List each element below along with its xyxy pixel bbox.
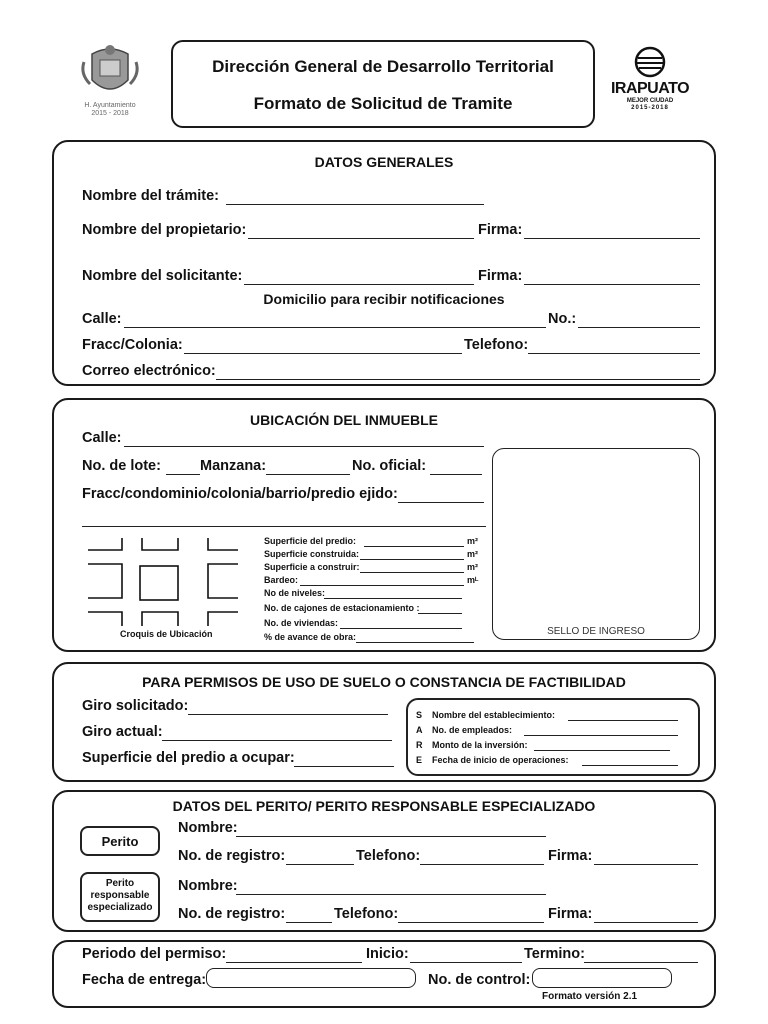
version-label: Formato versión 2.1	[542, 991, 638, 1002]
perito-telefono-field[interactable]	[420, 864, 544, 865]
especializado-firma-label: Firma:	[548, 906, 593, 922]
page-title: Dirección General de Desarrollo Territorial	[212, 57, 554, 76]
detail-bardeo-field[interactable]	[300, 585, 464, 586]
firma-propietario-field[interactable]	[524, 238, 700, 239]
ubicacion-heading: UBICACIÓN DEL INMUEBLE	[250, 412, 438, 428]
sase-letter-r: R	[416, 740, 423, 750]
perito-nombre-label: Nombre:	[178, 820, 238, 836]
especializado-telefono-label: Telefono:	[334, 906, 399, 922]
croquis-sketch	[84, 536, 244, 636]
manzana-field[interactable]	[266, 474, 350, 475]
sello-ingreso-label: SELLO DE INGRESO	[547, 626, 645, 637]
irapuato-logo	[604, 46, 696, 118]
control-label: No. de control:	[428, 972, 531, 988]
detail-viviendas-field[interactable]	[340, 628, 462, 629]
fecha-entrega-field[interactable]	[206, 968, 416, 988]
detail-superficie-construir-field[interactable]	[360, 572, 464, 573]
fracc-predio-field-continued[interactable]	[82, 526, 486, 527]
detail-niveles: No de niveles:	[264, 588, 326, 598]
seal-caption-2: 2015 - 2018	[91, 110, 129, 117]
especializado-nombre-field[interactable]	[236, 894, 546, 895]
inicio-label: Inicio:	[366, 946, 409, 962]
detail-avance: % de avance de obra:	[264, 632, 357, 642]
giro-solicitado-field[interactable]	[188, 714, 388, 715]
especializado-registro-field[interactable]	[286, 922, 332, 923]
firma-solicitante-field[interactable]	[524, 284, 700, 285]
tramite-label: Nombre del trámite:	[82, 188, 219, 204]
coat-of-arms-icon	[76, 40, 144, 100]
calle-label: Calle:	[82, 311, 122, 327]
sase-letter-e: E	[416, 755, 423, 765]
uso-suelo-heading: PARA PERMISOS DE USO DE SUELO O CONSTANCIA DE FACTIBILIDAD	[142, 674, 626, 690]
detail-superficie-predio-field[interactable]	[364, 546, 464, 547]
unit-ml: mᴸ	[467, 575, 479, 585]
fecha-entrega-label: Fecha de entrega:	[82, 972, 207, 988]
oficial-field[interactable]	[430, 474, 482, 475]
numero-label: No.:	[548, 311, 577, 327]
termino-label: Termino:	[524, 946, 585, 962]
domicilio-heading: Domicilio para recibir notificaciones	[263, 291, 505, 307]
perito-registro-label: No. de registro:	[178, 848, 286, 864]
especializado-nombre-label: Nombre:	[178, 878, 238, 894]
firma-solicitante-label: Firma:	[478, 268, 523, 284]
manzana-label: Manzana:	[200, 458, 267, 474]
perito-firma-field[interactable]	[594, 864, 698, 865]
numero-field[interactable]	[578, 327, 700, 328]
sase-fecha-inicio: Fecha de inicio de operaciones:	[432, 755, 569, 765]
lote-label: No. de lote:	[82, 458, 161, 474]
detail-viviendas: No. de viviendas:	[264, 618, 339, 628]
perito-heading: DATOS DEL PERITO/ PERITO RESPONSABLE ESPECIALIZADO	[172, 798, 596, 814]
inicio-field[interactable]	[410, 962, 522, 963]
sase-nombre-field[interactable]	[568, 720, 678, 721]
propietario-field[interactable]	[248, 238, 474, 239]
oficial-label: No. oficial:	[352, 458, 427, 474]
detail-bardeo: Bardeo:	[264, 575, 299, 585]
control-field[interactable]	[532, 968, 672, 988]
unit-m2-1: m²	[467, 536, 478, 546]
detail-superficie-construida: Superficie construida:	[264, 549, 360, 559]
perito-section	[52, 790, 716, 932]
giro-actual-label: Giro actual:	[82, 724, 163, 740]
detail-avance-field[interactable]	[356, 642, 474, 643]
sase-inversion-field[interactable]	[534, 750, 670, 751]
perito-especializado-tag	[80, 872, 160, 922]
calle-field[interactable]	[124, 327, 546, 328]
detail-cajones: No. de cajones de estacionamiento :	[264, 603, 420, 613]
detail-cajones-field[interactable]	[418, 613, 462, 614]
ubicacion-calle-field[interactable]	[124, 446, 484, 447]
propietario-label: Nombre del propietario:	[82, 222, 247, 238]
perito-tag-label: Perito	[101, 834, 139, 849]
periodo-label: Periodo del permiso:	[82, 946, 227, 962]
correo-field[interactable]	[216, 379, 700, 380]
sase-letter-s: S	[416, 710, 423, 720]
telefono-label: Telefono:	[464, 337, 529, 353]
irapuato-emblem-icon	[604, 46, 696, 80]
irapuato-tagline: MEJOR CIUDAD	[626, 98, 674, 104]
detail-superficie-construida-field[interactable]	[360, 559, 464, 560]
uso-suelo-section	[52, 662, 716, 782]
sase-empleados-field[interactable]	[524, 735, 678, 736]
ubicacion-section	[52, 398, 716, 652]
detail-superficie-predio: Superficie del predio:	[264, 536, 357, 546]
sase-letter-a: A	[416, 725, 423, 735]
fracc-predio-field[interactable]	[398, 502, 484, 503]
telefono-field[interactable]	[528, 353, 700, 354]
sase-nombre-establecimiento: Nombre del establecimiento:	[432, 710, 556, 720]
especializado-tag-line2: responsable	[90, 890, 150, 901]
unit-m2-3: m²	[467, 562, 478, 572]
perito-telefono-label: Telefono:	[356, 848, 421, 864]
perito-nombre-field[interactable]	[236, 836, 546, 837]
superficie-ocupar-label: Superficie del predio a ocupar:	[82, 750, 295, 766]
sase-empleados: No. de empleados:	[432, 725, 513, 735]
fracc-colonia-label: Fracc/Colonia:	[82, 337, 183, 353]
tramite-field[interactable]	[226, 204, 484, 205]
especializado-telefono-field[interactable]	[398, 922, 544, 923]
detail-niveles-field[interactable]	[324, 598, 462, 599]
perito-tag	[80, 826, 160, 856]
periodo-field[interactable]	[226, 962, 362, 963]
detail-superficie-construir: Superficie a construir:	[264, 562, 360, 572]
ubicacion-calle-label: Calle:	[82, 430, 122, 446]
perito-firma-label: Firma:	[548, 848, 593, 864]
irapuato-name: IRAPUATO	[610, 80, 690, 97]
general-heading: DATOS GENERALES	[314, 154, 454, 170]
solicitante-label: Nombre del solicitante:	[82, 268, 243, 284]
croquis-caption: Croquis de Ubicación	[120, 629, 213, 639]
municipal-seal-logo	[76, 40, 144, 120]
unit-m2-2: m²	[467, 549, 478, 559]
especializado-tag-line3: especializado	[87, 902, 153, 913]
title-box	[171, 40, 595, 128]
lote-field[interactable]	[166, 474, 200, 475]
firma-propietario-label: Firma:	[478, 222, 523, 238]
irapuato-years: 2015-2018	[631, 105, 669, 111]
solicitante-field[interactable]	[244, 284, 474, 285]
fracc-colonia-field[interactable]	[184, 353, 462, 354]
fracc-predio-label: Fracc/condominio/colonia/barrio/predio ejido:	[82, 486, 398, 502]
termino-field[interactable]	[584, 962, 698, 963]
sase-box	[406, 698, 700, 776]
giro-actual-field[interactable]	[162, 740, 392, 741]
seal-caption-1: H. Ayuntamiento	[84, 102, 136, 109]
especializado-firma-field[interactable]	[594, 922, 698, 923]
sase-fecha-field[interactable]	[582, 765, 678, 766]
giro-solicitado-label: Giro solicitado:	[82, 698, 189, 714]
general-data-section	[52, 140, 716, 386]
superficie-ocupar-field[interactable]	[294, 766, 394, 767]
especializado-registro-label: No. de registro:	[178, 906, 286, 922]
perito-registro-field[interactable]	[286, 864, 354, 865]
correo-label: Correo electrónico:	[82, 363, 216, 379]
sase-inversion: Monto de la inversión:	[432, 740, 528, 750]
permiso-section	[52, 940, 716, 1008]
sello-ingreso-box	[492, 448, 700, 640]
especializado-tag-line1: Perito	[105, 878, 135, 889]
page-subtitle: Formato de Solicitud de Tramite	[253, 94, 513, 113]
